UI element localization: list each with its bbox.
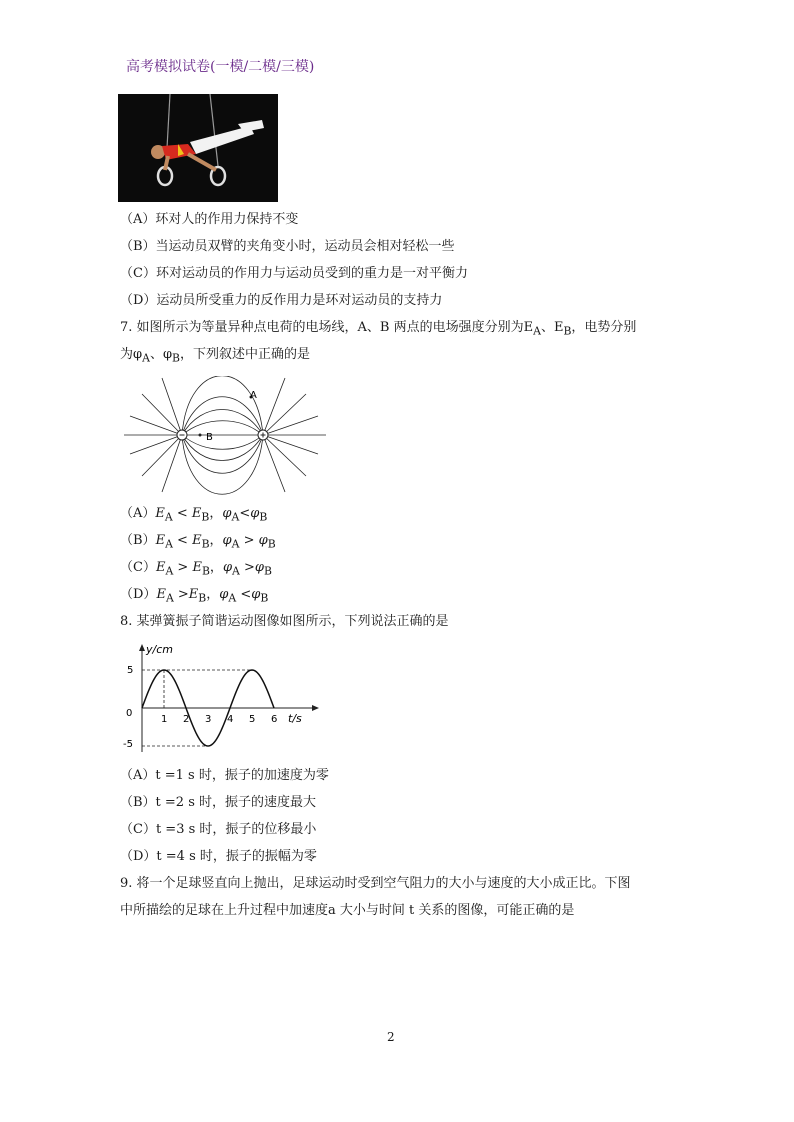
y-tick-5: 5	[127, 665, 134, 676]
electric-field-figure	[120, 376, 330, 496]
x-tick-2: 2	[183, 714, 190, 725]
q6-option-c: （C）环对运动员的作用力与运动员受到的重力是一对平衡力	[120, 266, 468, 281]
q8-option-a: （A）t =1 s 时，振子的加速度为零	[120, 768, 329, 783]
q8-option-c: （C）t =3 s 时，振子的位移最小	[120, 822, 317, 837]
x-tick-3: 3	[205, 714, 212, 725]
y-axis-arrow	[139, 644, 145, 651]
q9-stem-line2: 中所描绘的足球在上升过程中加速度a 大小与时间 t 关系的图像，可能正确的是	[120, 903, 575, 918]
y-axis-label: y/cm	[146, 643, 173, 656]
q7-stem-line2: 为$\varphi_A$、$\varphi_B$，下列叙述中正确的是	[120, 347, 311, 365]
q7-option-b: $(B)E_A < E_B$，$\varphi_A > \varphi_B$	[120, 533, 276, 551]
q8-stem: 8. 某弹簧振子简谐运动图像如图所示，下列说法正确的是	[120, 614, 449, 629]
x-tick-5: 5	[249, 714, 256, 725]
q9-stem-line1: 9. 将一个足球竖直向上抛出，足球运动时受到空气阻力的大小与速度的大小成正比。下图	[120, 876, 631, 891]
q8-option-d: （D）t =4 s 时，振子的振幅为零	[120, 849, 317, 864]
q7-option-a: $(A)E_A < E_B$，$\varphi_A<\varphi_B$	[120, 506, 268, 524]
q6-option-b: （B）当运动员双臂的夹角变小时，运动员会相对轻松一些	[120, 239, 455, 254]
point-b-label: B	[206, 432, 213, 443]
x-tick-6: 6	[271, 714, 278, 725]
exam-header: 高考模拟试卷(一模/二模/三模)	[126, 59, 315, 75]
q7-option-d: $(D)E_A >E_B$，$\varphi_A <\varphi_B$	[120, 587, 269, 605]
q7-option-c: $(C)E_A > E_B$，$\varphi_A >\varphi_B$	[120, 560, 272, 578]
q6-option-d: （D）运动员所受重力的反作用力是环对运动员的支持力	[120, 293, 443, 308]
q8-option-b: （B）t =2 s 时，振子的速度最大	[120, 795, 317, 810]
x-tick-1: 1	[161, 714, 168, 725]
y-tick-minus-5: -5	[123, 739, 133, 750]
gymnast-rings-photo	[118, 94, 278, 202]
page-number: 2	[387, 1030, 395, 1044]
oscillation-chart	[120, 640, 320, 755]
point-a-label: A	[250, 390, 257, 401]
x-axis-arrow	[312, 705, 319, 711]
x-tick-4: 4	[227, 714, 234, 725]
q6-option-a: （A）环对人的作用力保持不变	[120, 212, 299, 227]
q7-stem-line1: 7. 如图所示为等量异种点电荷的电场线，A、B 两点的电场强度分别为$E_A$、$E_B$，电势分别	[120, 320, 637, 338]
origin-label: 0	[126, 708, 133, 719]
x-axis-label: t/s	[288, 712, 302, 725]
